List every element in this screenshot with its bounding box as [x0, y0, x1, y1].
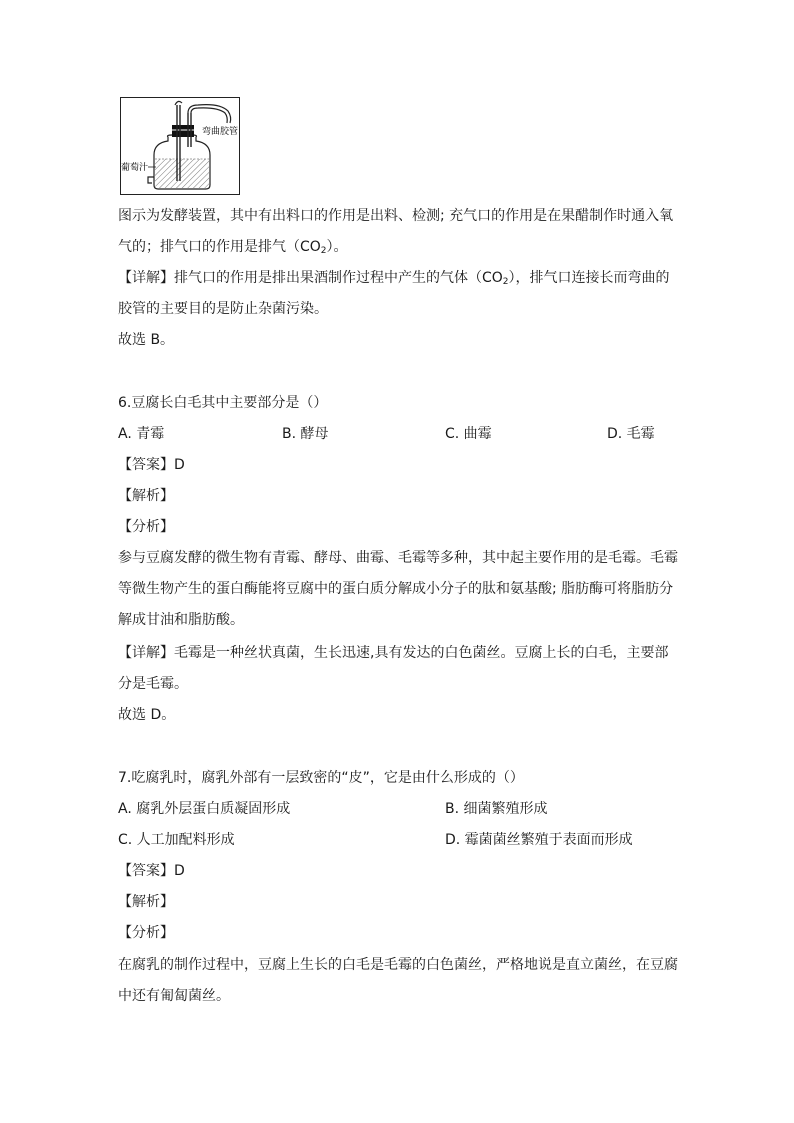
q6-option-d: D. 毛霉 — [607, 426, 655, 442]
q7-fenxi-heading: 【分析】 — [118, 925, 174, 941]
q5-conclusion: 故选 B。 — [118, 332, 175, 348]
q7-option-a: A. 腐乳外层蛋白质凝固形成 — [118, 801, 291, 817]
co2-subscript: 2 — [320, 246, 327, 256]
q6-analysis-line-3: 解成甘油和脂肪酸。 — [118, 612, 244, 628]
q6-option-a: A. 青霉 — [118, 426, 165, 442]
q5-analysis-line-2 — [118, 237, 348, 261]
fermentation-apparatus-figure — [120, 97, 240, 195]
curved-tube-label: 弯曲胶管 — [202, 127, 239, 137]
q6-detail-line-2: 分是毛霉。 — [118, 676, 188, 692]
q6-stem: 6.豆腐长白毛其中主要部分是（） — [118, 395, 328, 411]
q7-option-b: B. 细菌繁殖形成 — [445, 801, 548, 817]
q5-detail-line-1-pre: 【详解】排气口的作用是排出果酒制作过程中产生的气体（CO — [118, 270, 503, 286]
q5-analysis-line-2-pre: 气的；排气口的作用是排气（CO — [118, 239, 321, 255]
q7-answer: 【答案】D — [118, 863, 185, 879]
q6-answer: 【答案】D — [118, 457, 185, 473]
q6-analysis-line-1: 参与豆腐发酵的微生物有青霉、酵母、曲霉、毛霉等多种，其中起主要作用的是毛霉。毛霉 — [118, 550, 678, 566]
q7-option-c: C. 人工加配料形成 — [118, 832, 235, 848]
q6-option-c: C. 曲霉 — [445, 426, 492, 442]
q7-analysis-line-1: 在腐乳的制作过程中，豆腐上生长的白毛是毛霉的白色菌丝，严格地说是直立菌丝，在豆腐 — [118, 957, 678, 973]
q5-analysis-line-2-post: ）。 — [326, 239, 348, 255]
q7-jiexi-heading: 【解析】 — [118, 894, 174, 910]
q7-option-d: D. 霉菌菌丝繁殖于表面而形成 — [445, 832, 633, 848]
q6-jiexi-heading: 【解析】 — [118, 488, 174, 504]
q6-detail-line-1: 【详解】毛霉是一种丝状真菌，生长迅速,具有发达的白色菌丝。豆腐上长的白毛，主要部 — [118, 645, 669, 661]
q7-analysis-line-2: 中还有匍匐菌丝。 — [118, 988, 230, 1004]
q6-analysis-line-2: 等微生物产生的蛋白酶能将豆腐中的蛋白质分解成小分子的肽和氨基酸; 脂肪酶可将脂肪分 — [118, 581, 674, 597]
q6-fenxi-heading: 【分析】 — [118, 519, 174, 535]
co2-subscript: 2 — [502, 277, 509, 287]
q6-conclusion: 故选 D。 — [118, 707, 176, 723]
q7-stem: 7.吃腐乳时，腐乳外部有一层致密的“皮”，它是由什么形成的（） — [118, 770, 524, 786]
grape-juice-liquid — [155, 159, 209, 188]
q5-detail-line-1 — [118, 268, 670, 292]
q6-option-b: B. 酵母 — [282, 426, 329, 442]
q5-analysis-line-1: 图示为发酵装置，其中有出料口的作用是出料、检测; 充气口的作用是在果醋制作时通入氧 — [118, 208, 674, 224]
q5-detail-line-2: 胶管的主要目的是防止杂菌污染。 — [118, 301, 328, 317]
q5-detail-line-1-post: ），排气口连接长而弯曲的 — [508, 270, 670, 286]
grape-juice-label: 葡萄汁 — [121, 163, 149, 173]
